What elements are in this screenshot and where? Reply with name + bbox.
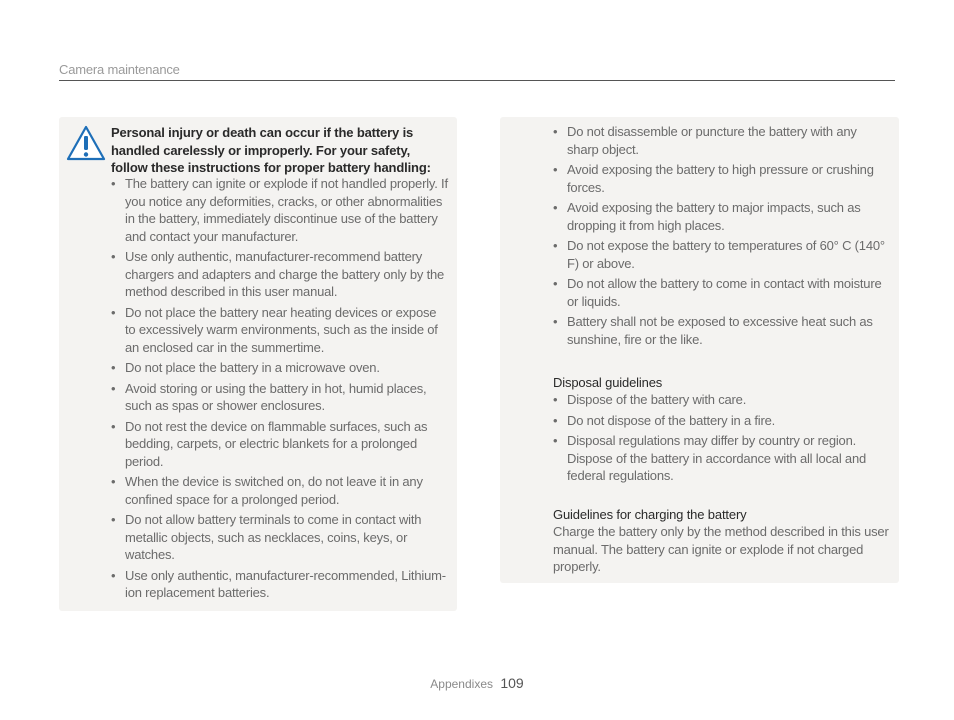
page-number: 109	[500, 675, 524, 691]
disposal-list	[553, 391, 891, 488]
charging-heading: Guidelines for charging the battery	[553, 507, 747, 522]
list-item: • Use only authentic, manufacturer-recommend battery chargers and adapters and charge the battery only by the method described in this user manual.	[111, 248, 449, 301]
list-item: • Disposal regulations may differ by country or region. Dispose of the battery in accordance with all local and federal regulations.	[553, 432, 891, 485]
list-item: • Dispose of the battery with care.	[553, 391, 891, 409]
warning-triangle-icon	[66, 125, 106, 161]
page-footer	[0, 675, 954, 691]
list-item: • Battery shall not be exposed to excessive heat such as sunshine, fire or the like.	[553, 313, 891, 348]
list-item: • Do not place the battery in a microwave oven.	[111, 359, 449, 377]
list-item: • When the device is switched on, do not leave it in any confined space for a prolonged period.	[111, 473, 449, 508]
footer-section: Appendixes	[430, 677, 493, 691]
list-item: • Use only authentic, manufacturer-recommended, Lithium-ion replacement batteries.	[111, 567, 449, 602]
list-item: • Avoid exposing the battery to high pressure or crushing forces.	[553, 161, 891, 196]
header-divider	[59, 80, 895, 81]
list-item: • Do not rest the device on flammable surfaces, such as bedding, carpets, or electric blankets for a prolonged period.	[111, 418, 449, 471]
list-item: • Avoid storing or using the battery in hot, humid places, such as spas or shower enclosures.	[111, 380, 449, 415]
list-item: • Do not allow the battery to come in contact with moisture or liquids.	[553, 275, 891, 310]
list-item: • Do not allow battery terminals to come in contact with metallic objects, such as necklaces, coins, keys, or watches.	[111, 511, 449, 564]
charging-text: Charge the battery only by the method described in this user manual. The battery can ignite or explode if not charged properly.	[553, 524, 889, 574]
battery-warning-list	[111, 175, 449, 605]
list-item: • The battery can ignite or explode if not handled properly. If you notice any deformities, cracks, or other abnormalities in the battery, immediately discontinue use of the battery and contact your manufacturer.	[111, 175, 449, 245]
list-item: • Do not disassemble or puncture the battery with any sharp object.	[553, 123, 891, 158]
disposal-heading: Disposal guidelines	[553, 375, 663, 390]
warning-heading: Personal injury or death can occur if the battery is handled carelessly or improperly. For your safety, follow these instructions for proper battery handling:	[111, 125, 431, 175]
list-item: • Do not expose the battery to temperatures of 60° C (140° F) or above.	[553, 237, 891, 272]
list-item: • Do not dispose of the battery in a fire.	[553, 412, 891, 430]
list-item: • Avoid exposing the battery to major impacts, such as dropping it from high places.	[553, 199, 891, 234]
list-item: • Do not place the battery near heating devices or expose to excessively warm environments, such as the inside of an enclosed car in the summertime.	[111, 304, 449, 357]
battery-handling-list	[553, 123, 891, 351]
section-title: Camera maintenance	[59, 62, 180, 77]
